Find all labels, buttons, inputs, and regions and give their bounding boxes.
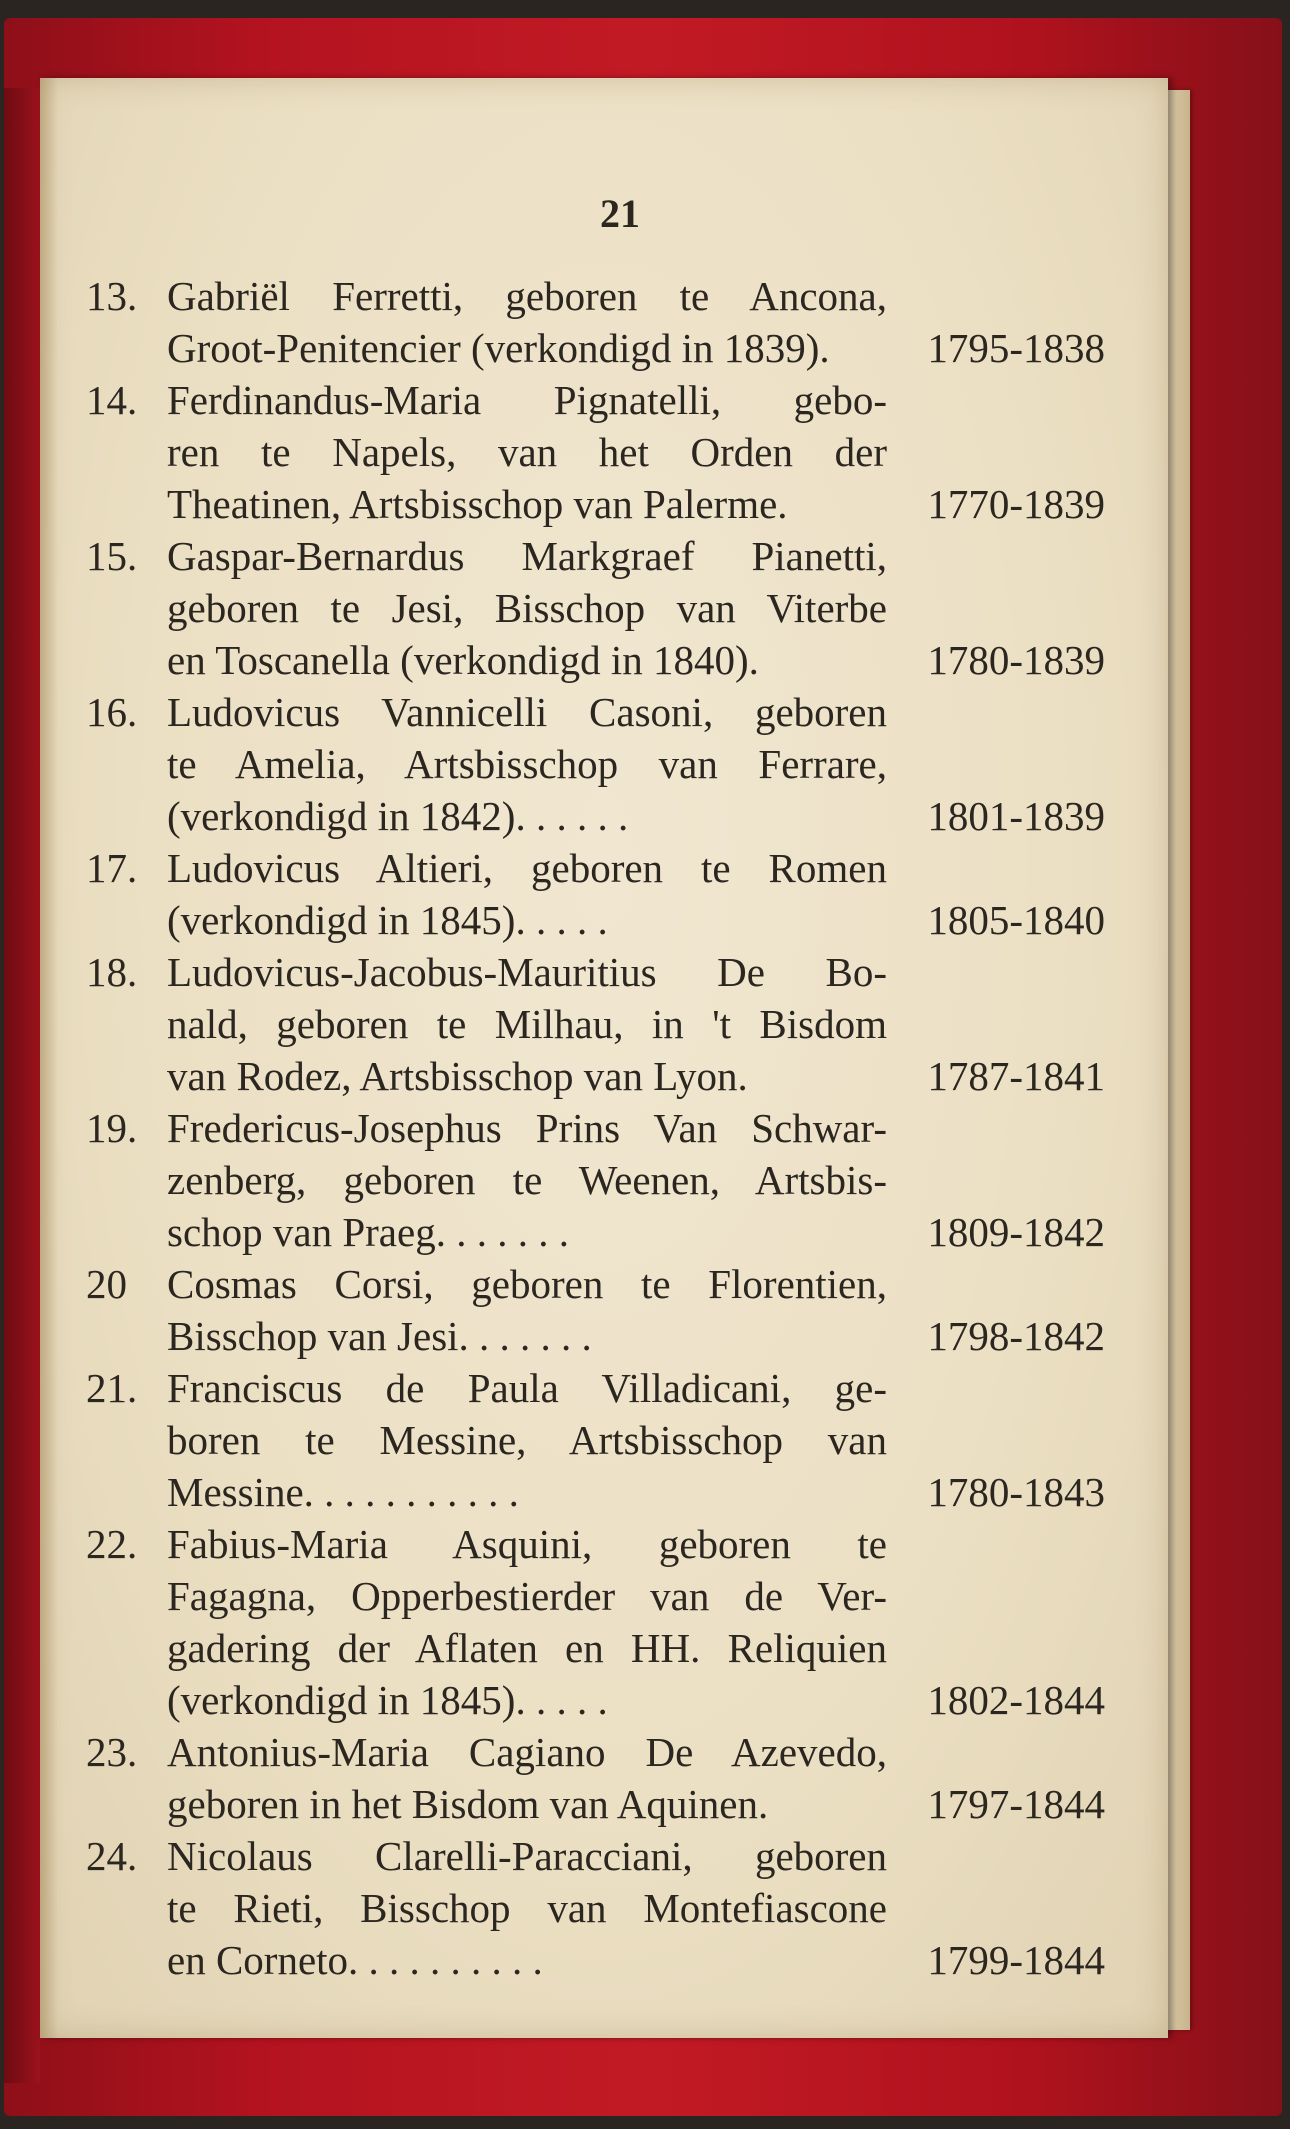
entry-number: 13. <box>86 273 138 319</box>
entry-number: 18. <box>86 949 138 995</box>
entry-dates: 1799-1844 <box>927 1937 1105 1983</box>
entry-line <box>40 894 1168 946</box>
entry-text: van Rodez, Artsbisschop van Lyon. <box>167 1053 748 1099</box>
list-item <box>40 374 1168 530</box>
entry-line <box>40 582 1168 634</box>
entry-text: Groot-Penitencier (verkondigd in 1839). <box>167 325 830 371</box>
entry-line <box>40 478 1168 530</box>
entry-text: nald, geboren te Milhau, in 't Bisdom <box>167 1001 887 1047</box>
entry-line <box>40 1154 1168 1206</box>
entry-line <box>40 1622 1168 1674</box>
entry-line <box>40 1362 1168 1414</box>
entry-text: Antonius-Maria Cagiano De Azevedo, <box>167 1729 887 1775</box>
entry-text: te Rieti, Bisschop van Montefiascone <box>167 1885 887 1931</box>
entry-number: 21. <box>86 1365 138 1411</box>
entry-text: Franciscus de Paula Villadicani, ge- <box>167 1365 887 1411</box>
list-item <box>40 1830 1168 1986</box>
entry-line <box>40 686 1168 738</box>
list-item <box>40 1518 1168 1726</box>
entry-text: Ludovicus-Jacobus-Mauritius De Bo- <box>167 949 887 995</box>
entry-number: 16. <box>86 689 138 735</box>
entry-line <box>40 1570 1168 1622</box>
entry-text: zenberg, geboren te Weenen, Artsbis- <box>167 1157 887 1203</box>
entry-line <box>40 270 1168 322</box>
entry-text: (verkondigd in 1842). . . . . . <box>167 793 629 839</box>
entry-line <box>40 426 1168 478</box>
entry-number: 15. <box>86 533 138 579</box>
entry-line <box>40 842 1168 894</box>
entry-text: Ferdinandus-Maria Pignatelli, gebo- <box>167 377 887 423</box>
entry-text: Gaspar-Bernardus Markgraef Pianetti, <box>167 533 887 579</box>
entry-dates: 1801-1839 <box>927 793 1105 839</box>
entry-line <box>40 1050 1168 1102</box>
entry-line <box>40 1206 1168 1258</box>
entry-line <box>40 1466 1168 1518</box>
page-number: 21 <box>600 191 640 236</box>
entry-line <box>40 374 1168 426</box>
entry-line <box>40 1882 1168 1934</box>
list-item <box>40 842 1168 946</box>
entry-number: 22. <box>86 1521 138 1567</box>
entry-text: Ludovicus Altieri, geboren te Romen <box>167 845 887 891</box>
entry-dates: 1780-1843 <box>927 1469 1105 1515</box>
list-item <box>40 1362 1168 1518</box>
entry-line <box>40 1726 1168 1778</box>
entry-line <box>40 998 1168 1050</box>
entry-line <box>40 1518 1168 1570</box>
entry-text: ren te Napels, van het Orden der <box>167 429 887 475</box>
entry-text: Cosmas Corsi, geboren te Florentien, <box>167 1261 887 1307</box>
entry-text: geboren in het Bisdom van Aquinen. <box>167 1781 769 1827</box>
entry-line <box>40 1830 1168 1882</box>
entry-list <box>40 270 1168 1986</box>
entry-line <box>40 790 1168 842</box>
entry-number: 24. <box>86 1833 138 1879</box>
list-item <box>40 1726 1168 1830</box>
entry-text: Fabius-Maria Asquini, geboren te <box>167 1521 887 1567</box>
list-item <box>40 270 1168 374</box>
entry-line <box>40 1934 1168 1986</box>
entry-text: (verkondigd in 1845). . . . . <box>167 897 608 943</box>
cover-spine-edge <box>4 88 40 2083</box>
entry-line <box>40 322 1168 374</box>
entry-number: 19. <box>86 1105 138 1151</box>
list-item <box>40 946 1168 1102</box>
entry-text: en Corneto. . . . . . . . . . <box>167 1937 543 1983</box>
list-item <box>40 1102 1168 1258</box>
entry-dates: 1797-1844 <box>927 1781 1105 1827</box>
entry-line <box>40 1258 1168 1310</box>
entry-number: 20 <box>86 1261 127 1307</box>
entry-dates: 1770-1839 <box>927 481 1105 527</box>
entry-text: schop van Praeg. . . . . . . <box>167 1209 569 1255</box>
entry-line <box>40 946 1168 998</box>
entry-dates: 1802-1844 <box>927 1677 1105 1723</box>
entry-text: (verkondigd in 1845). . . . . <box>167 1677 608 1723</box>
entry-dates: 1795-1838 <box>927 325 1105 371</box>
entry-text: gadering der Aflaten en HH. Reliquien <box>167 1625 887 1671</box>
entry-text: geboren te Jesi, Bisschop van Viterbe <box>167 585 887 631</box>
list-item <box>40 686 1168 842</box>
entry-text: te Amelia, Artsbisschop van Ferrare, <box>167 741 887 787</box>
entry-text: Fagagna, Opperbestierder van de Ver- <box>167 1573 887 1619</box>
entry-line <box>40 1310 1168 1362</box>
entry-dates: 1798-1842 <box>927 1313 1105 1359</box>
entry-line <box>40 530 1168 582</box>
entry-text: Theatinen, Artsbisschop van Palerme. <box>167 481 788 527</box>
entry-number: 23. <box>86 1729 138 1775</box>
book-page <box>40 78 1168 2038</box>
entry-line <box>40 1674 1168 1726</box>
entry-number: 14. <box>86 377 138 423</box>
entry-line <box>40 1414 1168 1466</box>
entry-dates: 1780-1839 <box>927 637 1105 683</box>
entry-text: boren te Messine, Artsbisschop van <box>167 1417 887 1463</box>
entry-number: 17. <box>86 845 138 891</box>
entry-text: Fredericus-Josephus Prins Van Schwar- <box>167 1105 887 1151</box>
page-stack-edge <box>1168 90 1190 2030</box>
entry-line <box>40 1102 1168 1154</box>
entry-text: en Toscanella (verkondigd in 1840). <box>167 637 759 683</box>
list-item <box>40 530 1168 686</box>
entry-dates: 1805-1840 <box>927 897 1105 943</box>
entry-dates: 1809-1842 <box>927 1209 1105 1255</box>
list-item <box>40 1258 1168 1362</box>
entry-text: Bisschop van Jesi. . . . . . . <box>167 1313 592 1359</box>
entry-line <box>40 634 1168 686</box>
entry-text: Nicolaus Clarelli-Paracciani, geboren <box>167 1833 887 1879</box>
entry-line <box>40 1778 1168 1830</box>
entry-line <box>40 738 1168 790</box>
entry-text: Gabriël Ferretti, geboren te Ancona, <box>167 273 887 319</box>
entry-text: Ludovicus Vannicelli Casoni, geboren <box>167 689 887 735</box>
entry-dates: 1787-1841 <box>927 1053 1105 1099</box>
entry-text: Messine. . . . . . . . . . . <box>167 1469 519 1515</box>
